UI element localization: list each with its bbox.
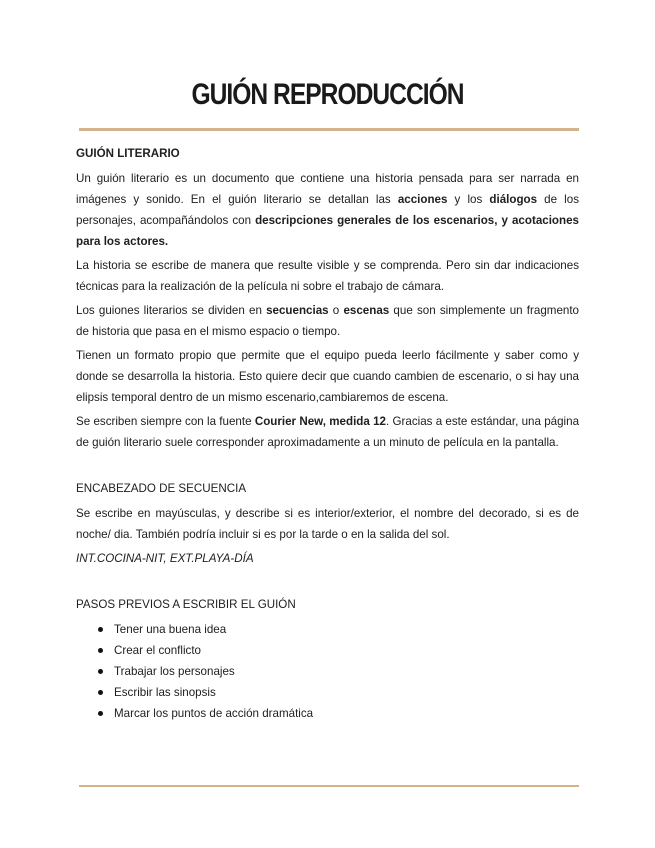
bullet-icon [98, 669, 103, 674]
bold-term: diálogos [489, 193, 538, 206]
list-item [114, 682, 579, 703]
text-run: y los [447, 193, 490, 206]
top-divider [79, 128, 579, 131]
list-item-text: Marcar los puntos de acción dramática [114, 707, 314, 720]
bold-term: descripciones generales de los escenarios, y acotaciones para los actores. [76, 214, 579, 248]
list-item [114, 619, 579, 640]
bold-term: acciones [397, 193, 448, 206]
bullet-icon [98, 648, 103, 653]
text-run: . Gracias a este estándar, una página de guión literario suele corresponder aproximadamente a un minuto de película en la pantalla. [76, 415, 580, 449]
paragraph-historia: La historia se escribe de manera que resulte visible y se comprenda. Pero sin dar indicaciones técnicas para la realización de la película ni sobre el trabajo de cámara. [76, 259, 579, 293]
list-item-text: Trabajar los personajes [114, 665, 235, 678]
paragraph-encabezado: Se escribe en mayúsculas, y describe si es interior/exterior, el nombre del decorado, si es de noche/ dia. También podría incluir si es por la tarde o en la salida del sol. [76, 507, 579, 541]
list-item [114, 661, 579, 682]
list-item-text: Crear el conflicto [114, 644, 201, 657]
section-heading-literario: GUIÓN LITERARIO [76, 147, 180, 160]
paragraph-fuente [76, 411, 579, 453]
paragraph-secuencias [76, 300, 579, 342]
section-heading-encabezado: ENCABEZADO DE SECUENCIA [76, 482, 247, 495]
document-body [76, 143, 579, 724]
list-item-text: Escribir las sinopsis [114, 686, 216, 699]
bold-term: escenas [343, 304, 390, 317]
steps-list [76, 619, 579, 724]
list-item-text: Tener una buena idea [114, 623, 227, 636]
bottom-divider [79, 785, 579, 787]
bullet-icon [98, 711, 103, 716]
list-item [114, 640, 579, 661]
section-heading-pasos: PASOS PREVIOS A ESCRIBIR EL GUIÓN [76, 598, 296, 611]
list-item [114, 703, 579, 724]
text-run: o [328, 304, 344, 317]
text-run: de los personajes, acompañándolos con [76, 193, 579, 227]
text-run: que son simplemente un fragmento de historia que pasa en el mismo espacio o tiempo. [76, 304, 580, 338]
text-run: Se escriben siempre con la fuente [76, 415, 255, 428]
bullet-icon [98, 690, 103, 695]
text-run: Los guiones literarios se dividen en [76, 304, 267, 317]
bullet-icon [98, 627, 103, 632]
paragraph-formato: Tienen un formato propio que permite que el equipo pueda leerlo fácilmente y saber como y donde se desarrolla la historia. Esto quiere decir que cuando cambien de escenario, o si hay una elipsis temporal dentro de un mismo escenario,cambiaremos de escena. [76, 349, 579, 404]
text-run: Un guión literario es un documento que contiene una historia pensada para ser narrada en imágenes y sonido. En el guión literario se detallan las [76, 172, 579, 206]
bold-term: secuencias [266, 304, 329, 317]
bold-term: Courier New, medida 12 [254, 415, 386, 428]
example-line: INT.COCINA-NIT, EXT.PLAYA-DÍA [76, 552, 254, 565]
page-title: GUIÓN REPRODUCCIÓN [191, 78, 464, 111]
paragraph-definition [76, 168, 579, 252]
